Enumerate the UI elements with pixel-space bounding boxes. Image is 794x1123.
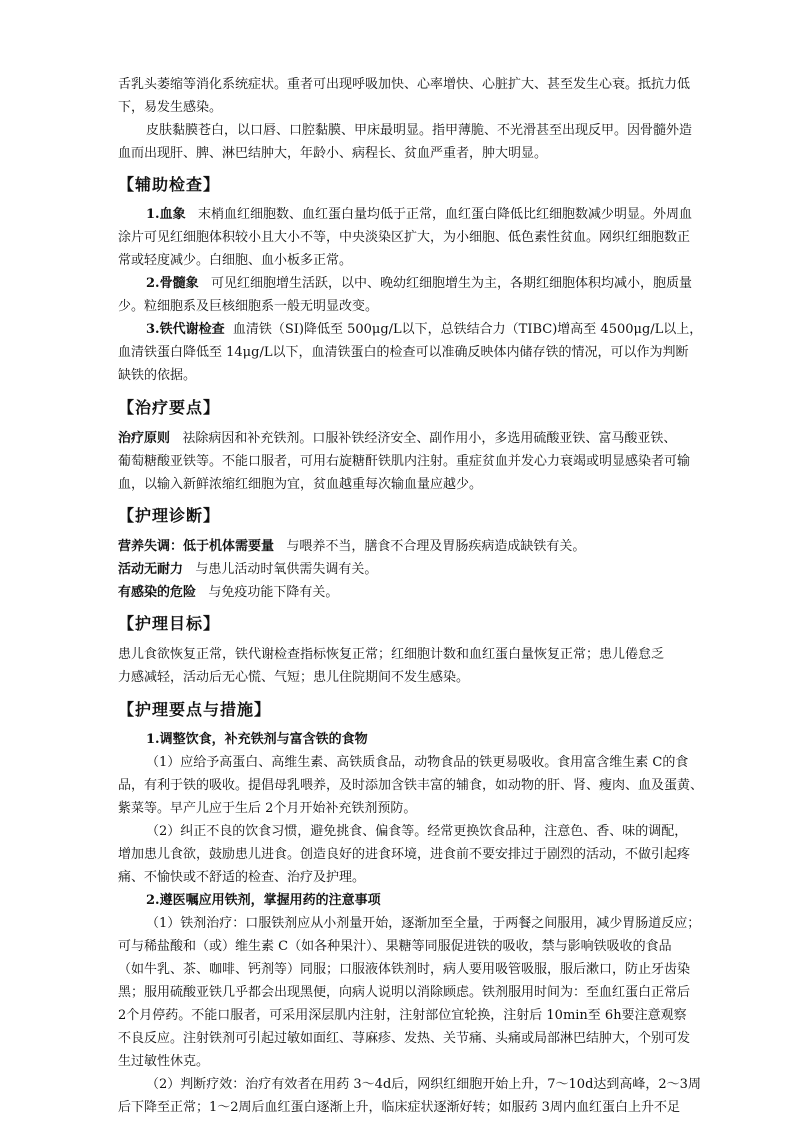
- item-label: 活动无耐力: [118, 562, 184, 577]
- text-line: 可与稀盐酸和（或）维生素 C（如各种果汁）、果糖等同服促进铁的吸收，禁与影响铁吸收的食品: [118, 939, 672, 954]
- text-line: 皮肤黏膜苍白，以口唇、口腔黏膜、甲床最明显。指甲薄脆、不光滑甚至出现反甲。因骨髓外造: [146, 123, 693, 138]
- diagnosis-1: [118, 535, 706, 558]
- diagnosis-3: [118, 581, 706, 604]
- text-line: （如牛乳、茶、咖啡、钙剂等）同服；口服液体铁剂时，病人要用吸管吸服，服后漱口，防止牙齿染: [118, 962, 691, 977]
- text-line: 常或轻度减少。白细胞、血小板多正常。: [118, 253, 353, 268]
- item-text: 血清铁（SI)降低至 500μg/L以下，总铁结合力（TIBC)增高至 4500μg/L以上，: [232, 322, 703, 337]
- aux-item-1: [118, 203, 706, 226]
- item-text: 可见红细胞增生活跃，以中、晚幼红细胞增生为主，各期红细胞体积均减小，胞质量: [210, 276, 692, 291]
- text-line: 增加患儿食欲，鼓励患儿进食。创造良好的进食环境，进食前不要安排过于剧烈的活动，不做引起疼: [118, 847, 691, 862]
- item-label: 营养失调：低于机体需要量: [118, 539, 275, 554]
- text-line: 不良反应。注射铁剂可引起过敏如面红、荨麻疹、发热、关节痛、头痛或局部淋巴结肿大，个别可发: [118, 1031, 691, 1046]
- text-line: 品，有利于铁的吸收。提倡母乳喂养，及时添加含铁丰富的辅食，如动物的肝、肾、瘦肉、血及蛋黄、: [118, 778, 704, 793]
- section-heading-diagnosis: 【护理诊断】: [118, 506, 221, 525]
- text-line: （1）应给予高蛋白、高维生素、高铁质食品，动物食品的铁更易吸收。食用富含维生素 C的食: [146, 755, 689, 770]
- text-line: 缺铁的依据。: [118, 368, 197, 383]
- section-heading-goal: 【护理目标】: [118, 614, 221, 633]
- section-heading-care: 【护理要点与措施】: [118, 700, 272, 719]
- care-subtitle-2: 2.遵医嘱应用铁剂，掌握用药的注意事项: [146, 893, 381, 908]
- text-line: 下，易发生感染。: [118, 100, 223, 115]
- text-line: 生过敏性休克。: [118, 1054, 210, 1069]
- text-line: （2）纠正不良的饮食习惯，避免挑食、偏食等。经常更换饮食品种，注意色、香、味的调配，: [146, 824, 688, 839]
- text-line: 涂片可见红细胞体积较小且大小不等，中央淡染区扩大，为小细胞、低色素性贫血。网织红细胞数正: [118, 230, 691, 245]
- text-line: 葡萄糖酸亚铁等。不能口服者，可用右旋糖酐铁肌内注射。重症贫血并发心力衰竭或明显感染者可输: [118, 454, 691, 469]
- text-line: 痛、不愉快或不舒适的检查、治疗及护理。: [118, 870, 366, 885]
- text-line: 少。粒细胞系及巨核细胞系一般无明显改变。: [118, 299, 379, 314]
- text-line: 后下降至正常；1～2周后血红蛋白逐渐上升，临床症状逐渐好转；如服药 3周内血红蛋白上升不足: [118, 1100, 680, 1115]
- treatment-principle: [118, 427, 706, 450]
- item-label: 3.铁代谢检查: [146, 322, 225, 337]
- item-text: 与患儿活动时氧供需失调有关。: [195, 562, 378, 577]
- item-text: 末梢血红细胞数、血红蛋白量均低于正常，血红蛋白降低比红细胞数减少明显。外周血: [197, 207, 692, 222]
- text-line: 血清铁蛋白降低至 14μg/L以下，血清铁蛋白的检查可以准确反映体内储存铁的情况，可以作为判断: [118, 345, 689, 360]
- item-text: 祛除病因和补充铁剂。口服补铁经济安全、副作用小，多选用硫酸亚铁、富马酸亚铁、: [182, 431, 677, 446]
- text-line: 紫菜等。早产儿应于生后 2个月开始补充铁剂预防。: [118, 801, 417, 816]
- text-line: 血，以输入新鲜浓缩红细胞为宜，贫血越重每次输血量应越少。: [118, 477, 483, 492]
- aux-item-3: [118, 318, 706, 341]
- item-text: 与免疫功能下降有关。: [208, 585, 339, 600]
- text-line: 力感减轻，活动后无心慌、气短；患儿住院期间不发生感染。: [118, 670, 470, 685]
- item-label: 1.血象: [146, 207, 186, 222]
- diagnosis-2: [118, 558, 706, 581]
- text-line: （2）判断疗效：治疗有效者在用药 3～4d后，网织红细胞开始上升，7～10d达到高峰，2～3周: [146, 1077, 701, 1092]
- section-heading-aux: 【辅助检查】: [118, 175, 221, 194]
- item-label: 有感染的危险: [118, 585, 197, 600]
- text-line: 黑；服用硫酸亚铁几乎都会出现黑便，向病人说明以消除顾虑。铁剂服用时间为：至血红蛋白正常后: [118, 985, 691, 1000]
- item-label: 治疗原则: [118, 431, 171, 446]
- care-subtitle-1: 1.调整饮食，补充铁剂与富含铁的食物: [146, 732, 368, 747]
- item-text: 与喂养不当，膳食不合理及胃肠疾病造成缺铁有关。: [286, 539, 586, 554]
- item-label: 2.骨髓象: [146, 276, 199, 291]
- text-line: 血而出现肝、脾、淋巴结肿大，年龄小、病程长、贫血严重者，肿大明显。: [118, 146, 548, 161]
- text-line: 患儿食欲恢复正常，铁代谢检查指标恢复正常；红细胞计数和血红蛋白量恢复正常；患儿倦怠乏: [118, 647, 665, 662]
- aux-item-2: [118, 272, 706, 295]
- section-heading-treatment: 【治疗要点】: [118, 398, 221, 417]
- text-line: 2个月停药。不能口服者，可采用深层肌内注射，注射部位宜轮换，注射后 10min至 6h要注意观察: [118, 1008, 687, 1023]
- text-line: （1）铁剂治疗：口服铁剂应从小剂量开始，逐渐加至全量，于两餐之间服用，减少胃肠道反应；: [146, 916, 701, 931]
- text-line: 舌乳头萎缩等消化系统症状。重者可出现呼吸加快、心率增快、心脏扩大、甚至发生心衰。抵抗力低: [118, 77, 691, 92]
